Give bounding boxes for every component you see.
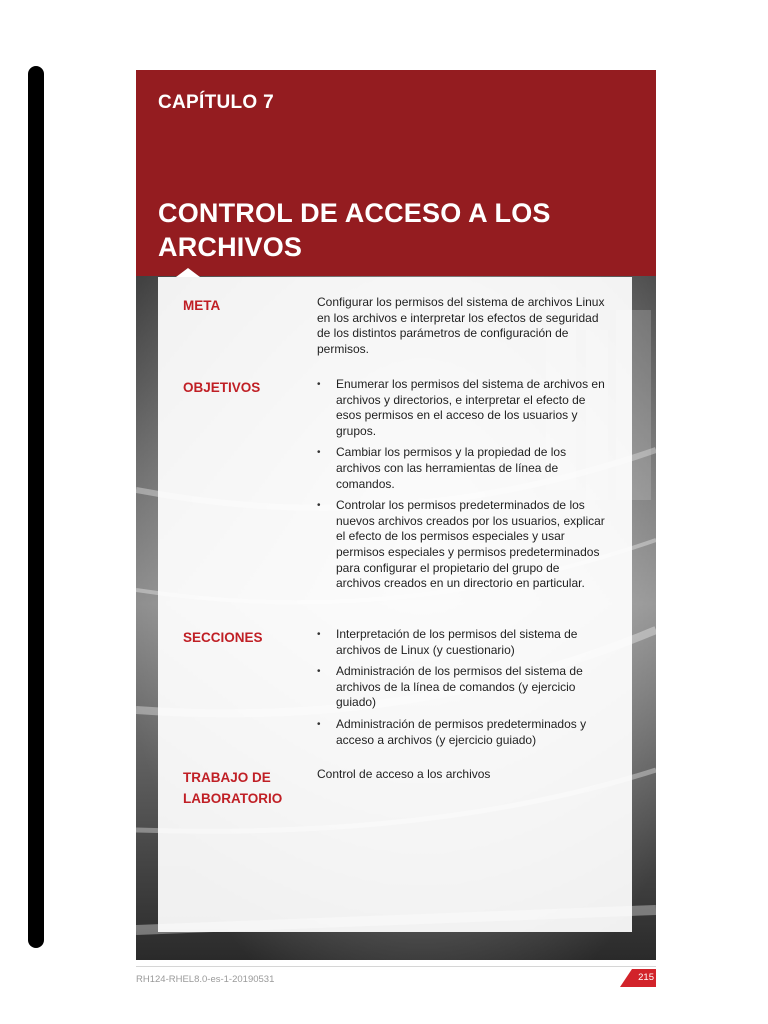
objetivos-label: OBJETIVOS: [183, 380, 261, 395]
document-code: RH124-RHEL8.0-es-1-20190531: [136, 974, 275, 985]
trabajo-text: Control de acceso a los archivos: [317, 767, 491, 781]
list-item: • Enumerar los permisos del sistema de archivos en archivos y directorios, e interpretar el efecto de esos permisos en el acceso de los usuarios y grupos.: [317, 377, 607, 439]
secciones-label: SECCIONES: [183, 630, 263, 645]
trabajo-label: TRABAJO DE LABORATORIO: [183, 770, 283, 806]
chapter-number: CAPÍTULO 7: [158, 92, 274, 113]
header-notch-triangle: [176, 268, 200, 277]
binding-edge: [28, 66, 44, 948]
list-item: • Administración de permisos predeterminados y acceso a archivos (y ejercicio guiado): [317, 717, 607, 748]
chapter-page: [136, 70, 656, 960]
meta-label: META: [183, 298, 221, 313]
list-item: • Interpretación de los permisos del sistema de archivos de Linux (y cuestionario): [317, 627, 607, 658]
page-number: 215: [638, 972, 654, 983]
list-item: • Administración de los permisos del sistema de archivos de la línea de comandos (y ejercicio guiado): [317, 664, 607, 711]
list-item: • Controlar los permisos predeterminados de los nuevos archivos creados por los usuarios, explicar el efecto de los permisos especiales y usar permisos especiales y permisos predeterminados para configurar el propietario del grupo de archivos creados en un directorio en particular.: [317, 498, 607, 592]
objetivos-list: [317, 377, 607, 598]
footer-divider: [136, 966, 656, 967]
list-item: • Cambiar los permisos y la propiedad de los archivos con las herramientas de línea de comandos.: [317, 445, 607, 492]
meta-text: Configurar los permisos del sistema de archivos Linux en los archivos e interpretar los efectos de seguridad de los distintos parámetros de configuración de permisos.: [317, 295, 605, 356]
secciones-list: [317, 627, 607, 754]
chapter-summary-panel: [158, 277, 632, 932]
chapter-title: CONTROL DE ACCESO A LOS ARCHIVOS: [158, 198, 551, 262]
chapter-header: [136, 70, 656, 276]
